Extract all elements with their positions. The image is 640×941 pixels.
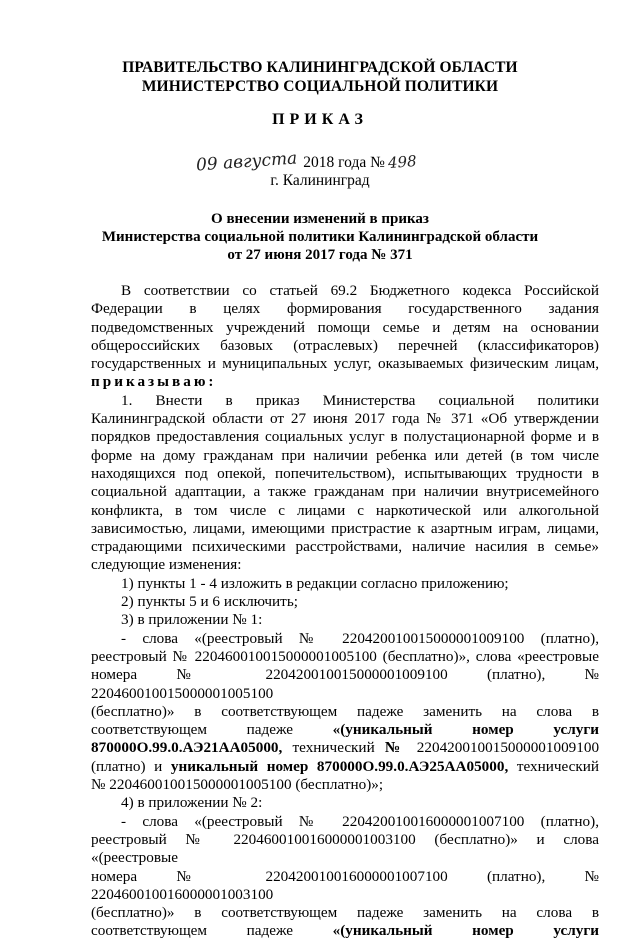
text-line: подведомственных учреждений помощи семье и детям на основании [91, 318, 599, 336]
title-line-3: от 27 июня 2017 года № 371 [227, 247, 413, 263]
text-line: зависимостью, лицами, имеющими пристрастие к азартным играм, лицами, [91, 519, 599, 537]
header-government: ПРАВИТЕЛЬСТВО КАЛИНИНГРАДСКОЙ ОБЛАСТИ [122, 59, 518, 76]
text-line: общероссийских базовых (отраслевых) перечней (классификаторов) [91, 336, 599, 354]
text-line: (платно) и уникальный номер 870000О.99.0.АЭ25АА05000, технический [91, 757, 600, 775]
text-line: следующие изменения: [91, 556, 242, 574]
text-line: порядков предоставления социальных услуг в полустационарной форме и в [91, 428, 599, 446]
text-line: 1. Внести в приказ Министерства социальной политики [121, 391, 599, 409]
text-line: (бесплатно)» в соответствующем падеже заменить на слова в [91, 702, 599, 720]
text-line: Калининградской области от 27 июня 2017 года № 371 «Об утверждении [91, 410, 599, 428]
text-line: страдающими психическими расстройствами, наличие насилия в семье» [91, 538, 599, 556]
handwritten-date: 09 августа [195, 148, 298, 176]
text-line: реестровый № 220460010016000001003100 (бесплатно)» и слова «(реестровые [91, 830, 599, 867]
header-ministry: МИНИСТЕРСТВО СОЦИАЛЬНОЙ ПОЛИТИКИ [141, 78, 499, 95]
document-body [91, 282, 599, 941]
text-line: 870000О.99.0.АЭ21АА05000, технический № 220420010015000001009100 [91, 739, 600, 757]
text-line: Федерации в целях формирования государственного задания [91, 300, 599, 318]
text-line: форме на дому гражданам при наличии ребенка или детей (в том числе [91, 446, 599, 464]
text-line: - слова «(реестровый № 220420010016000001007100 (платно), [121, 812, 599, 830]
text-line: соответствующем падеже «(уникальный номер услуги [91, 721, 599, 739]
order-date-line [195, 148, 418, 176]
printed-year: 2018 года № [303, 154, 385, 171]
text-line: 4) в приложении № 2: [121, 794, 263, 812]
title-line-2: Министерства социальной политики Калининградской области [101, 229, 539, 245]
text-line: 3) в приложении № 1: [121, 611, 263, 629]
orders-word: приказываю: [91, 373, 217, 391]
city: г. Калининград [270, 172, 370, 189]
text-line: реестровый № 220460010015000001005100 (бесплатно)», слова «реестровые [91, 647, 599, 665]
text-line: 1) пункты 1 - 4 изложить в редакции согласно приложению; [121, 574, 509, 592]
text-line: соответствующем падеже «(уникальный номер услуги [91, 922, 599, 940]
text-line: государственных и муниципальных услуг, оказываемых физическим лицам, [91, 355, 599, 373]
text-line: социальной адаптации, а также гражданам при наличии внутрисемейного [91, 483, 599, 501]
title-line-1: О внесении изменений в приказ [211, 211, 429, 227]
order-heading: ПРИКАЗ [272, 111, 368, 128]
handwritten-order-number: 498 [387, 152, 418, 172]
text-line: находящихся под опекой, попечительством), испытывающих трудности в [91, 464, 599, 482]
text-line: - слова «(реестровый № 220420010015000001009100 (платно), [121, 629, 599, 647]
text-line: В соответствии со статьей 69.2 Бюджетного кодекса Российской [121, 282, 599, 299]
text-line: (бесплатно)» в соответствующем падеже заменить на слова в [91, 904, 599, 922]
text-line: 2) пункты 5 и 6 исключить; [121, 593, 298, 611]
text-line: конфликта, в том числе с лицами с наркотической или алкогольной [91, 501, 599, 519]
text-line: номера № 220420010016000001007100 (платно), № 220460010016000001003100 [91, 867, 599, 903]
text-line: номера № 220420010015000001009100 (платно), № 220460010015000001005100 [91, 666, 599, 702]
text-line: № 220460010015000001005100 (бесплатно)»; [91, 776, 384, 794]
